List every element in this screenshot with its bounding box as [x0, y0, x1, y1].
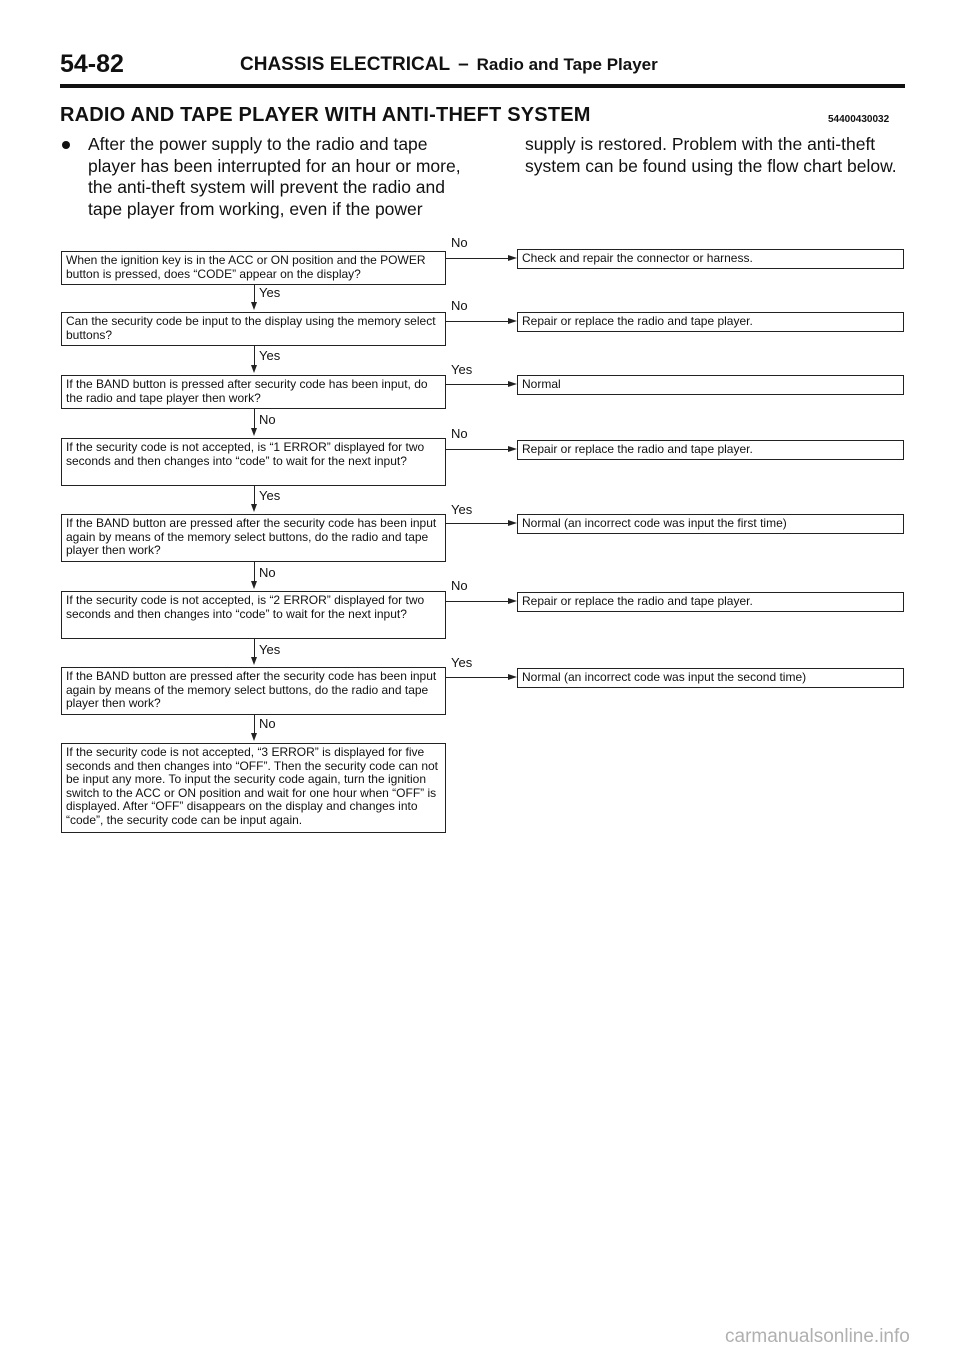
side-connector-1 [446, 258, 512, 259]
side-connector-5 [446, 523, 512, 524]
bullet-icon [62, 141, 70, 149]
down-connector-4 [254, 486, 255, 506]
arrow-down-icon [251, 428, 257, 436]
side-connector-7 [446, 677, 512, 678]
down-connector-5 [254, 562, 255, 583]
question-box-6: If the security code is not accepted, is “2 ERROR” displayed for two seconds and then changes into “code” to wait for the next input? [61, 591, 446, 639]
side-connector-4 [446, 449, 512, 450]
side-label-2: No [451, 298, 468, 313]
side-label-5: Yes [451, 502, 473, 517]
chapter-title [240, 54, 658, 76]
result-box-1: Check and repair the connector or harness. [517, 249, 904, 269]
section-title: RADIO AND TAPE PLAYER WITH ANTI-THEFT SYSTEM [60, 104, 591, 126]
question-box-1: When the ignition key is in the ACC or ON position and the POWER button is pressed, does “CODE” appear on the display? [61, 251, 446, 285]
side-label-3: Yes [451, 362, 473, 377]
arrow-right-icon [508, 446, 517, 452]
question-box-4: If the security code is not accepted, is “1 ERROR” displayed for two seconds and then changes into “code” to wait for the next input? [61, 438, 446, 486]
arrow-down-icon [251, 302, 257, 310]
side-connector-6 [446, 601, 512, 602]
question-box-3: If the BAND button is pressed after security code has been input, do the radio and tape player then work? [61, 375, 446, 409]
result-box-6: Repair or replace the radio and tape player. [517, 592, 904, 612]
result-box-4: Repair or replace the radio and tape player. [517, 440, 904, 460]
arrow-down-icon [251, 733, 257, 741]
side-label-4: No [451, 426, 468, 441]
subsection-title: Radio and Tape Player [476, 55, 658, 74]
arrow-right-icon [508, 381, 517, 387]
down-label-6: Yes [259, 642, 281, 657]
down-label-1: Yes [259, 285, 281, 300]
arrow-right-icon [508, 318, 517, 324]
result-box-2: Repair or replace the radio and tape player. [517, 312, 904, 332]
arrow-right-icon [508, 598, 517, 604]
result-box-5: Normal (an incorrect code was input the first time) [517, 514, 904, 534]
arrow-down-icon [251, 657, 257, 665]
side-label-1: No [451, 235, 468, 250]
page-number: 54-82 [60, 50, 124, 78]
down-label-7: No [259, 716, 276, 731]
arrow-down-icon [251, 504, 257, 512]
down-connector-3 [254, 409, 255, 430]
down-label-5: No [259, 565, 276, 580]
down-connector-2 [254, 346, 255, 367]
side-label-7: Yes [451, 655, 473, 670]
arrow-down-icon [251, 365, 257, 373]
section-code: 54400430032 [828, 114, 890, 125]
down-label-4: Yes [259, 488, 281, 503]
arrow-right-icon [508, 674, 517, 680]
result-box-7: Normal (an incorrect code was input the second time) [517, 668, 904, 688]
down-connector-6 [254, 639, 255, 659]
watermark: carmanualsonline.info [725, 1326, 910, 1347]
arrow-down-icon [251, 581, 257, 589]
intro-text-right: supply is restored. Problem with the anti-theft system can be found using the flow chart below. [525, 134, 897, 176]
down-connector-7 [254, 715, 255, 735]
question-box-2: Can the security code be input to the display using the memory select buttons? [61, 312, 446, 346]
side-connector-2 [446, 321, 512, 322]
question-box-8: If the security code is not accepted, “3 ERROR” is displayed for five seconds and then changes into “OFF”. Then the security code can not be input any more. To input the security code again, turn the ignition switch to the ACC or ON position and wait for one hour when “OFF” is displayed. After “OFF” disappears on the display and changes into “code”, the security code can be input again. [61, 743, 446, 833]
question-box-7: If the BAND button are pressed after the security code has been input again by means of the memory select buttons, do the radio and tape player then work? [61, 667, 446, 715]
side-connector-3 [446, 384, 512, 385]
result-box-3: Normal [517, 375, 904, 395]
down-label-3: No [259, 412, 276, 427]
arrow-right-icon [508, 255, 517, 261]
down-label-2: Yes [259, 348, 281, 363]
side-label-6: No [451, 578, 468, 593]
title-separator: – [458, 54, 469, 75]
page-header [60, 50, 905, 88]
question-box-5: If the BAND button are pressed after the security code has been input again by means of the memory select buttons, do the radio and tape player then work? [61, 514, 446, 562]
chapter-name: CHASSIS ELECTRICAL [240, 54, 451, 75]
arrow-right-icon [508, 520, 517, 526]
intro-text-left: After the power supply to the radio and tape player has been interrupted for an hour or more, the anti-theft system will prevent the radio and tape player from working, even if the power [88, 134, 461, 219]
